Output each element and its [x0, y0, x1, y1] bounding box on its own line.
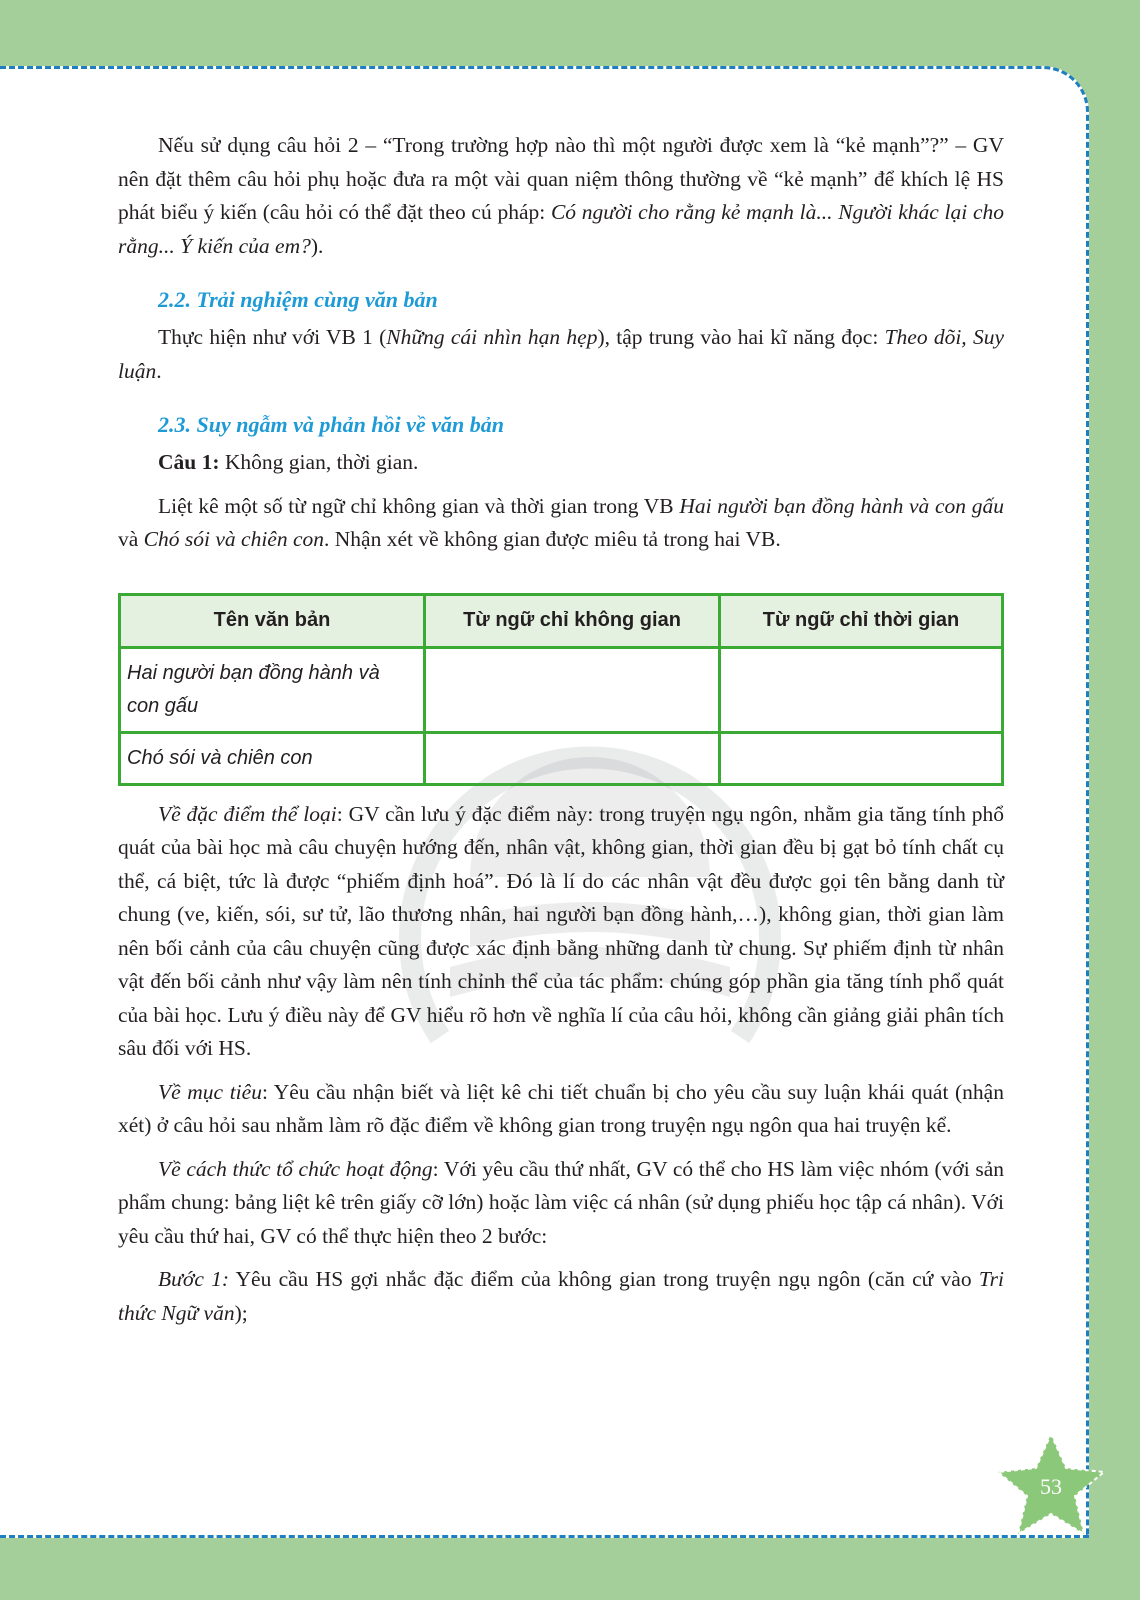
table-header-row: [120, 594, 1003, 647]
column-header-title: Tên văn bản: [120, 594, 425, 647]
question-1-task: Liệt kê một số từ ngữ chỉ không gian và thời gian trong VB Hai người bạn đồng hành và con gấu và Chó sói và chiên con. Nhận xét về không gian được miêu tả trong hai VB.: [118, 493, 1005, 551]
question-1-line: Câu 1: Không gian, thời gian.: [158, 450, 419, 474]
space-time-table: [118, 593, 1004, 786]
section-2-2-paragraph: Thực hiện như với VB 1 (Những cái nhìn hạn hẹp), tập trung vào hai kĩ năng đọc: Theo dõi, Suy luận.: [118, 325, 1004, 383]
intro-paragraph: Nếu sử dụng câu hỏi 2 – “Trong trường hợp nào thì một người được xem là “kẻ mạnh”?” – GV nên đặt thêm câu hỏi phụ hoặc đưa ra một vài quan niệm thông thường về “kẻ mạnh” để khích lệ HS phát biểu ý kiến (câu hỏi có thể đặt theo cú pháp: Có người cho rằng kẻ mạnh là... Người khác lại cho rằng... Ý kiến của em?).: [118, 133, 1004, 258]
step-1-paragraph: Bước 1: Yêu cầu HS gợi nhắc đặc điểm của không gian trong truyện ngụ ngôn (căn cứ vào Tri thức Ngữ văn);: [118, 1267, 1004, 1325]
table-cell-title: Chó sói và chiên con: [120, 732, 425, 784]
column-header-space: Từ ngữ chỉ không gian: [425, 594, 720, 647]
goal-paragraph: Về mục tiêu: Yêu cầu nhận biết và liệt kê chi tiết chuẩn bị cho yêu cầu suy luận khái quát (nhận xét) ở câu hỏi sau nhằm làm rõ đặc điểm về không gian trong truyện ngụ ngôn qua hai truyện kể.: [118, 1079, 1004, 1137]
table-cell-time: [720, 647, 1003, 732]
page-sheet: [0, 66, 1089, 1538]
table-cell-space: [425, 647, 720, 732]
table-row: [120, 732, 1003, 784]
page-number: 53: [1040, 1474, 1062, 1499]
table-cell-space: [425, 732, 720, 784]
table-row: [120, 647, 1003, 732]
main-content: [118, 129, 1004, 1340]
column-header-time: Từ ngữ chỉ thời gian: [720, 594, 1003, 647]
table-cell-title: Hai người bạn đồng hành và con gấu: [120, 647, 425, 732]
section-heading-2-2: 2.2. Trải nghiệm cùng văn bản: [158, 287, 438, 312]
table-cell-time: [720, 732, 1003, 784]
genre-paragraph: Về đặc điểm thể loại: GV cần lưu ý đặc điểm này: trong truyện ngụ ngôn, nhằm gia tăng tính phổ quát của bài học mà câu chuyện hướng đến, nhân vật, không gian, thời gian đều bị gạt bỏ tính chất cụ thể, cá biệt, tức là được “phiếm định hoá”. Đó là lí do các nhân vật đều được gọi tên bằng danh từ chung (ve, kiến, sói, sư tử, lão thương nhân, hai người bạn đồng hành,…), không gian, thời gian làm nên bối cảnh của câu chuyện cũng được xác định bằng những danh từ chung. Sự phiếm định từ nhân vật đến bối cảnh như vậy làm nên tính chỉnh thể của tác phẩm: chúng góp phần gia tăng tính phổ quát của bài học. Lưu ý điều này để GV hiểu rõ hơn về nghĩa lí của câu hỏi, không cần giảng giải phân tích sâu đối với HS.: [118, 801, 1004, 1060]
section-heading-2-3: 2.3. Suy ngẫm và phản hồi về văn bản: [158, 412, 504, 437]
method-paragraph: Về cách thức tổ chức hoạt động: Với yêu cầu thứ nhất, GV có thể cho HS làm việc nhóm (với sản phẩm chung: bảng liệt kê trên giấy cỡ lớn) hoặc làm việc cá nhân (sử dụng phiếu học tập cá nhân). Với yêu cầu thứ hai, GV có thể thực hiện theo 2 bước:: [118, 1156, 1004, 1248]
